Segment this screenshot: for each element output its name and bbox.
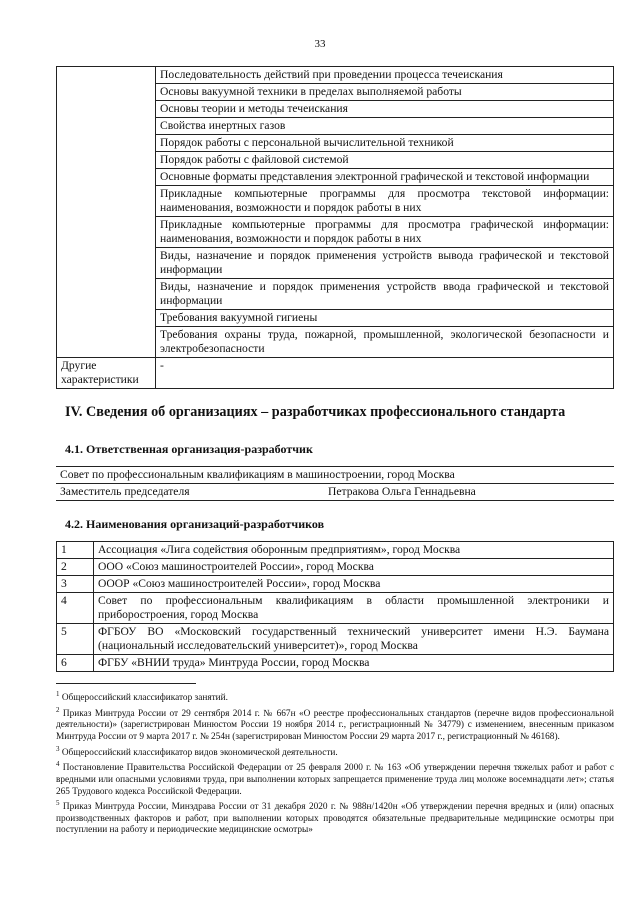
footnote-marker: 2	[56, 705, 60, 714]
other-characteristics-value: -	[156, 358, 614, 389]
footnote-marker: 3	[56, 744, 60, 753]
knowledge-item: Порядок работы с персональной вычислительной техникой	[156, 135, 614, 152]
requirements-left-cell	[57, 67, 156, 358]
responsible-org: Совет по профессиональным квалификациям в машиностроении, город Москва	[56, 467, 614, 484]
developer-name: ОООР «Союз машиностроителей России», город Москва	[94, 576, 614, 593]
footnote	[56, 798, 614, 837]
responsible-heading: 4.1. Ответственная организация-разработчик	[65, 442, 313, 456]
knowledge-item: Последовательность действий при проведении процесса течеискания	[156, 67, 614, 84]
developer-name: Ассоциация «Лига содействия оборонным предприятиям», город Москва	[94, 542, 614, 559]
knowledge-item: Требования вакуумной гигиены	[156, 310, 614, 327]
developer-number: 1	[57, 542, 94, 559]
footnote-text: Общероссийский классификатор занятий.	[61, 693, 228, 704]
responsible-table	[56, 466, 614, 501]
developer-row	[57, 576, 614, 593]
footnotes	[56, 689, 614, 837]
developer-row	[57, 559, 614, 576]
footnote-text: Приказ Минтруда России от 29 сентября 2014 г. № 667н «О реестре профессиональных стандартов (перечне видов профессиональной деятельности)» (зарегистрирован Минюстом России 19 ноября 2014 г., регистрационный № 34779) с изменением, внесенным приказом Минтруда России от 9 марта 2017 г. № 254н (зарегистрирован Минюстом России 29 марта 2017 г., регистрационный № 46168).	[56, 708, 614, 742]
developer-name: ООО «Союз машиностроителей России», город Москва	[94, 559, 614, 576]
footnote-text: Общероссийский классификатор видов экономической деятельности.	[61, 747, 338, 758]
knowledge-item: Прикладные компьютерные программы для просмотра текстовой информации: наименования, возможности и порядок работы в них	[156, 186, 614, 217]
responsible-person: Петракова Ольга Геннадьевна	[324, 484, 614, 501]
footnote	[56, 744, 614, 760]
knowledge-item: Основы теории и методы течеискания	[156, 101, 614, 118]
knowledge-item: Порядок работы с файловой системой	[156, 152, 614, 169]
knowledge-item: Требования охраны труда, пожарной, промышленной, экологической безопасности и электробезопасности	[156, 327, 614, 358]
developer-name: ФГБОУ ВО «Московский государственный технический университет имени Н.Э. Баумана (национальный исследовательский университет)», город Москва	[94, 624, 614, 655]
footnote-separator	[56, 683, 196, 684]
developer-number: 2	[57, 559, 94, 576]
footnote-marker: 1	[56, 690, 60, 698]
developer-row	[57, 593, 614, 624]
section-title: IV. Сведения об организациях – разработчиках профессионального стандарта	[65, 404, 566, 420]
developer-row	[57, 655, 614, 672]
developer-number: 3	[57, 576, 94, 593]
developer-number: 5	[57, 624, 94, 655]
developer-number: 6	[57, 655, 94, 672]
footnote	[56, 689, 614, 705]
knowledge-item: Прикладные компьютерные программы для просмотра графической информации: наименования, возможности и порядок работы в них	[156, 217, 614, 248]
knowledge-item: Основы вакуумной техники в пределах выполняемой работы	[156, 84, 614, 101]
footnote-marker: 5	[56, 799, 60, 808]
page-number: 33	[314, 38, 326, 50]
developers-heading: 4.2. Наименования организаций-разработчиков	[65, 517, 325, 531]
other-characteristics-label: Другие характеристики	[57, 358, 156, 389]
knowledge-item: Основные форматы представления электронной графической и текстовой информации	[156, 169, 614, 186]
knowledge-item: Виды, назначение и порядок применения устройств вывода графической и текстовой информации	[156, 248, 614, 279]
footnote-text: Приказ Минтруда России, Минздрава России от 31 декабря 2020 г. № 988н/1420н «Об утверждении перечня вредных и (или) опасных производственных факторов и работ, при выполнении которых проводятся обязательные предварительные медицинские осмотры при поступлении на работу и периодические медицинские осмотры»	[56, 802, 614, 836]
developer-row	[57, 542, 614, 559]
footnote-marker: 4	[56, 760, 60, 769]
developers-table	[56, 541, 614, 672]
developer-number: 4	[57, 593, 94, 624]
requirements-table	[56, 66, 614, 389]
responsible-position: Заместитель председателя	[56, 484, 324, 501]
footnote	[56, 759, 614, 798]
footnote-text: Постановление Правительства Российской Федерации от 25 февраля 2000 г. № 163 «Об утверждении перечня тяжелых работ и работ с вредными или опасными условиями труда, при выполнении которых запрещается применение труда лиц моложе восемнадцати лет»; статья 265 Трудового кодекса Российской Федерации.	[56, 763, 614, 797]
footnote	[56, 705, 614, 744]
developer-row	[57, 624, 614, 655]
developer-name: ФГБУ «ВНИИ труда» Минтруда России, город Москва	[94, 655, 614, 672]
knowledge-item: Свойства инертных газов	[156, 118, 614, 135]
knowledge-item: Виды, назначение и порядок применения устройств ввода графической и текстовой информации	[156, 279, 614, 310]
developer-name: Совет по профессиональным квалификациям в области промышленной электроники и приборостроения, город Москва	[94, 593, 614, 624]
